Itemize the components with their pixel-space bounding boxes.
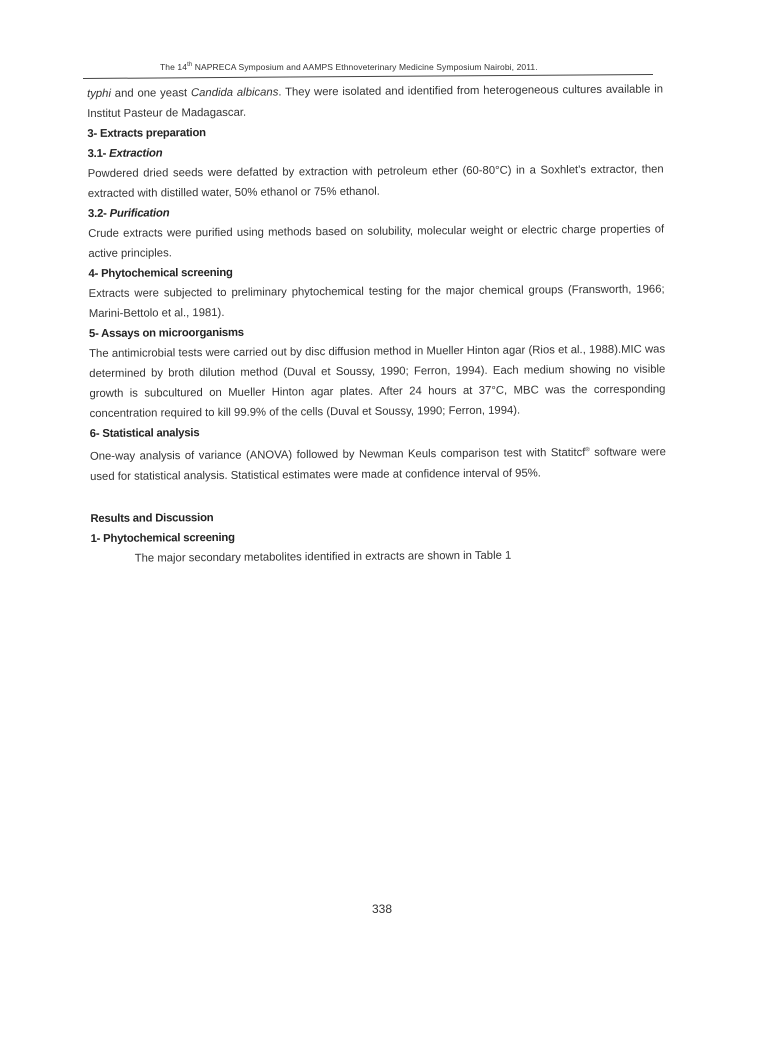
section-3-2-number: 3.2- [87,207,110,220]
page-body [87,79,667,568]
section-3-1-number: 3.1- [87,147,110,160]
intro-paragraph [87,79,663,124]
intro-text-2: . They were isolated and identified from heterogeneous cultures available in Institut Pasteur de Madagascar. [87,83,664,120]
intro-italic-candida: Candida albicans [190,86,279,100]
section-6-text-before: One-way analysis of variance (ANOVA) followed by Newman Keuls comparison test with Statitcf [89,446,586,463]
results-heading: Results and Discussion [90,511,214,525]
section-5-heading: 5- Assays on microorganisms [88,326,244,340]
section-3-2-paragraph: Crude extracts were purified using methods based on solubility, molecular weight or electric charge properties of active principles. [88,223,665,260]
section-6-heading: 6- Statistical analysis [89,427,200,440]
header-rest: NAPRECA Symposium and AAMPS Ethnoveterinary Medicine Symposium Nairobi, 2011. [192,62,538,72]
section-6-superscript: ® [585,447,590,454]
section-6-paragraph [90,439,666,486]
header-rule [83,74,653,79]
running-header [160,62,660,72]
section-4-paragraph: Extracts were subjected to preliminary phytochemical testing for the major chemical groups (Fransworth, 1966; Marini-Bettolo et al., 1981). [88,283,665,320]
section-3-1-paragraph: Powdered dried seeds were defatted by extraction with petroleum ether (60-80°C) in a Soxhlet's extractor, then extracted with distilled water, 50% ethanol or 75% ethanol. [87,163,664,200]
header-prefix: The 14 [160,62,188,72]
section-3-2-title: Purification [109,207,170,220]
section-6-text-after: software were used for statistical analysis. Statistical estimates were made at confidence interval of 95%. [90,446,666,483]
intro-italic-typhi: typhi [87,87,111,100]
section-3-1-title: Extraction [109,147,163,160]
results-paragraph: The major secondary metabolites identified in extracts are shown in Table 1 [134,549,512,565]
header-superscript: th [187,62,193,69]
section-5-paragraph: The antimicrobial tests were carried out by disc diffusion method in Mueller Hinton agar (Rios et al., 1988).MIC was determined by broth dilution method (Duval et Soussy, 1990; Ferron, 1994). Each medium showing no visible growth is subcultured on Mueller Hinton agar plates. After 24 hours at 37°C, MBC was the corresponding concentration required to kill 99.9% of the cells (Duval et Soussy, 1990; Ferron, 1994). [89,343,666,420]
intro-text-1: and one yeast [110,87,192,100]
results-subheading: 1- Phytochemical screening [90,531,235,545]
page-number: 338 [372,902,393,916]
section-4-heading: 4- Phytochemical screening [88,266,233,280]
section-3-heading: 3- Extracts preparation [87,127,206,140]
